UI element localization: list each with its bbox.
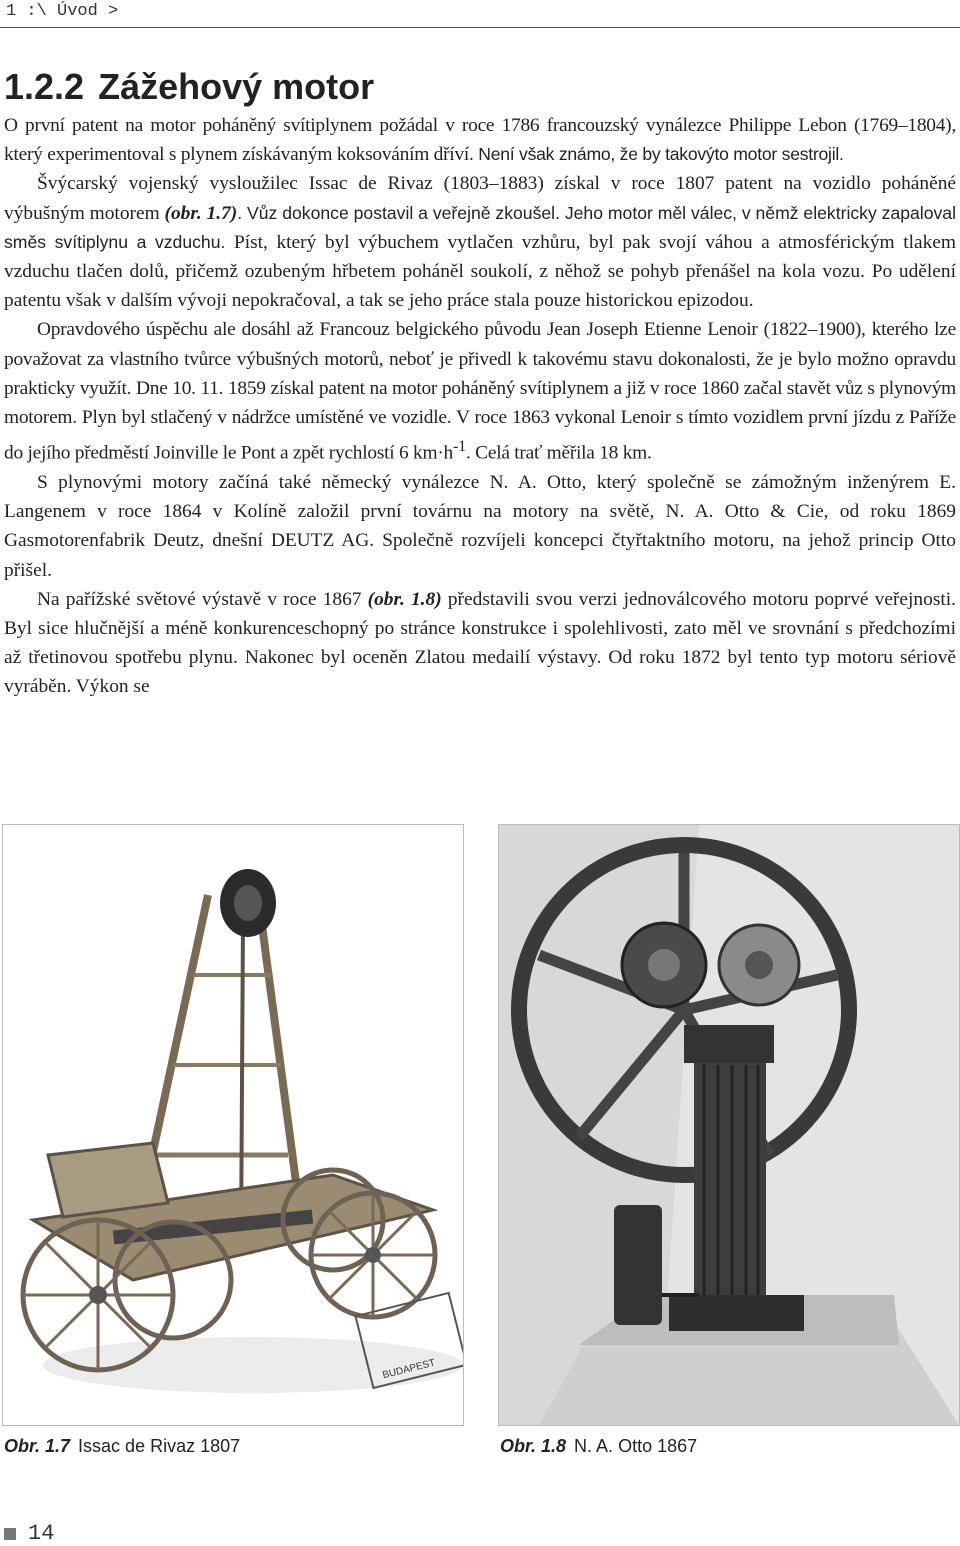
section-title: Zážehový motor [98, 66, 375, 107]
section-number: 1.2.2 [4, 66, 85, 107]
rivaz-vehicle-illustration [3, 825, 463, 1425]
unit-exponent: -1 [452, 438, 466, 456]
sentence-lenoir-distance: . Celá trať měřila 18 km. [465, 442, 652, 464]
otto-engine-illustration [499, 825, 959, 1425]
figure-label: Obr. 1.8 [500, 1436, 567, 1456]
figure-label: Obr. 1.7 [4, 1436, 71, 1456]
sentence-rivaz-piston: Píst, který byl výbuchem vytlačen vzhůru, byl pak svojí váhou a atmosférickým tlakem vzduchu tlačen dolů, přičemž ozubeným hřbetem poháněl soukolí, z něhož se pohyb přenášel na kola vozu. [4, 231, 956, 283]
page-footer [4, 1521, 54, 1546]
sentence-lenoir-intro: Opravdového úspěchu ale dosáhl až Francouz belgického původu Jean Joseph Etienne Lenoir (1822–1900), kterého lze považovat za vlastního tvůrce výbušných motorů, neboť je přivedl k takovému stavu dokonalosti, že je bylo možno opravdu prakticky využít. [4, 319, 956, 399]
museum-stamp-text: BUDAPEST [381, 1357, 437, 1382]
paragraph-lenoir [4, 315, 956, 467]
sentence-exhibition: Na pařížské světové výstavě v roce 1867 [37, 588, 362, 610]
paragraph-rivaz [4, 169, 956, 315]
section-heading [4, 66, 374, 108]
sentence-lenoir-patent: Dne 10. 11. 1859 získal patent na motor poháněný svítiplynem a již v roce 1860 začal stavět vůz s plynovým motorem. Plyn byl stlačený v nádržce umístěné ve vozidle. V roce 1863 vykonal Lenoir s tímto vozidlem první jízdu z Paříže do jejího předměstí Joinville le Pont a zpět rychlostí 6 km·h [4, 377, 957, 464]
figure-ref-1-8: (obr. 1.8) [367, 588, 442, 610]
sentence-lebon-unknown: Není však známo, že by takovýto motor sestrojil. [478, 144, 844, 165]
figure-caption-text: Issac de Rivaz 1807 [78, 1436, 241, 1456]
sentence-rivaz-patent: Švýcarský vojenský vysloužilec Issac de Rivaz (1803–1883) získal v roce 1807 patent na vozidlo poháněné výbušným motorem [4, 173, 956, 224]
paragraph-exhibition [4, 585, 956, 702]
page-number: 14 [28, 1521, 55, 1546]
paragraph-lebon [4, 111, 956, 169]
article-body [4, 111, 956, 702]
breadcrumb: 1 :\ Úvod > [6, 2, 119, 21]
paragraph-otto: S plynovými motory začíná také německý vynálezce N. A. Otto, který společně se zámožným inženýrem E. Langenem v roce 1864 v Kolíně založil první továrnu na motory na světě, N. A. Otto & Cie, od roku 1869 Gasmotorenfabrik Deutz, dnešní DEUTZ AG. Společně rozvíjeli koncepci čtyřtaktního motoru, na jehož princip Otto přišel. [4, 471, 956, 581]
figure-caption-1-7 [4, 1436, 240, 1457]
figure-caption-1-8 [500, 1436, 697, 1457]
figure-caption-text: N. A. Otto 1867 [574, 1436, 698, 1456]
sentence-lebon-patent: O první patent na motor poháněný svítiplynem požádal v roce 1786 francouzský vynálezce Philippe Lebon (1769–1804), který experimentoval s plynem získávaným koksováním dříví. [4, 115, 956, 166]
sentence-otto-engine: představili svou verzi jednoválcového motoru poprvé veřejnosti. Byl sice hlučnější a méně konkurenceschopný po stránce konstrukce i spolehlivosti, zato měl ve srovnání s předchozími až třetinovou spotřebu plynu. Nakonec byl oceněn Zlatou medailí výstavy. Od roku 1872 byl tento typ motoru sériově vyráběn. Výkon se [4, 588, 956, 698]
figure-otto-engine [498, 824, 960, 1426]
header-divider [0, 27, 960, 28]
figure-ref-1-7: (obr. 1.7) [164, 202, 238, 224]
figure-rivaz-vehicle [2, 824, 464, 1426]
square-bullet-icon [4, 1528, 16, 1540]
sentence-rivaz-cylinder: Jeho motor měl válec, v němž elektricky zapaloval směs svítiplynu a vzduchu. [4, 202, 956, 252]
sentence-rivaz-end: Po udělení patentu však v dalším vývoji nepokračoval, a tak se jeho práce stala pouze historickou epizodou. [4, 261, 956, 312]
sentence-rivaz-tested: . Vůz dokonce postavil a veřejně zkoušel. [237, 202, 560, 223]
